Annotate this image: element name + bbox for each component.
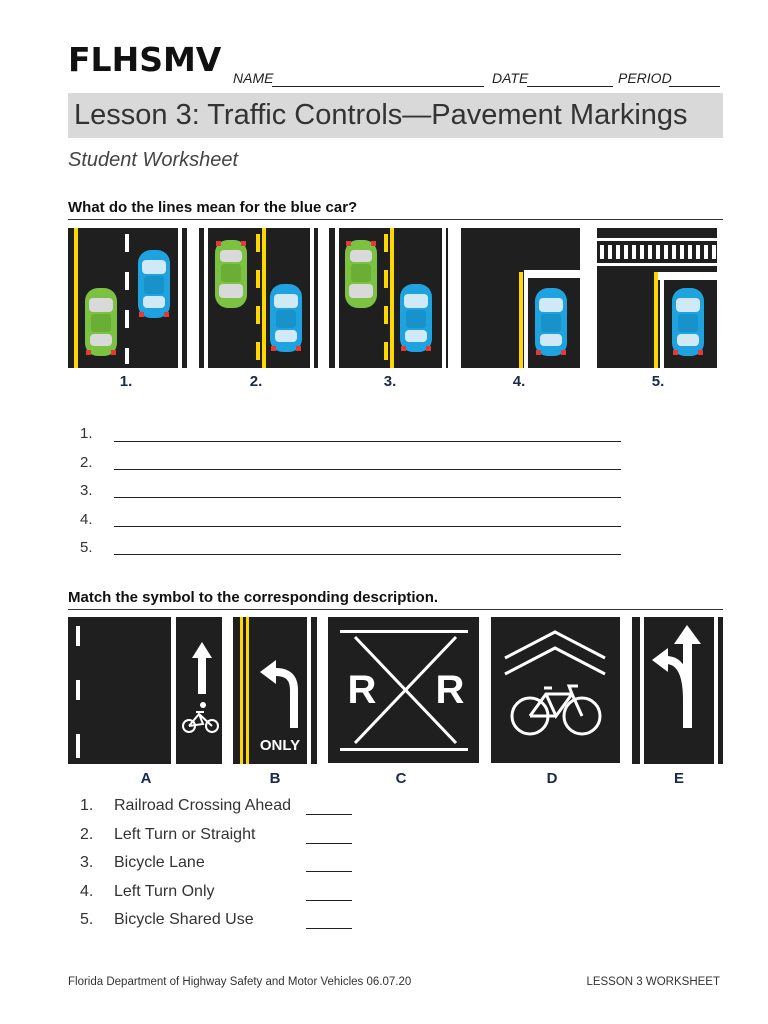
answer-number-5: 5. — [80, 539, 93, 556]
match-number-2: 2. — [80, 826, 94, 843]
match-item-3: Bicycle Lane — [114, 854, 205, 871]
only-sign-text: ONLY — [259, 737, 301, 754]
section2-question: Match the symbol to the corresponding description. — [68, 589, 439, 606]
match-answer-4[interactable] — [306, 900, 352, 901]
answer-number-4: 4. — [80, 511, 93, 528]
match-answer-5[interactable] — [306, 928, 352, 929]
rr-letter-left: R — [347, 668, 377, 712]
page-subtitle: Student Worksheet — [68, 149, 239, 171]
answer-number-1: 1. — [80, 425, 93, 442]
figure-label-1: 1. — [119, 373, 133, 390]
match-answer-1[interactable] — [306, 814, 352, 815]
symbol-label-a: A — [140, 770, 152, 787]
figure-label-3: 3. — [383, 373, 397, 390]
match-item-5: Bicycle Shared Use — [114, 911, 254, 928]
match-answer-2[interactable] — [306, 843, 352, 844]
answer-number-3: 3. — [80, 482, 93, 499]
symbol-figure-c — [328, 617, 479, 763]
match-number-5: 5. — [80, 911, 94, 928]
footer-left: Florida Department of Highway Safety and Motor Vehicles 06.07.20 — [68, 976, 412, 988]
footer-right: LESSON 3 WORKSHEET — [586, 976, 720, 988]
symbol-label-e: E — [673, 770, 684, 787]
symbol-figure-e — [632, 617, 723, 764]
symbol-figure-d — [491, 617, 620, 763]
match-item-4: Left Turn Only — [114, 883, 215, 900]
answer-number-2: 2. — [80, 454, 93, 471]
period-label: PERIOD — [618, 70, 672, 86]
symbol-figure-b — [233, 617, 317, 764]
flhsmv-logo: FLHSMV — [68, 40, 222, 79]
symbol-label-d: D — [546, 770, 558, 787]
date-label: DATE — [492, 70, 529, 86]
name-label: NAME — [233, 70, 274, 86]
section1-question: What do the lines mean for the blue car? — [68, 199, 358, 216]
page-title: Lesson 3: Traffic Controls—Pavement Markings — [74, 99, 688, 131]
match-number-3: 3. — [80, 854, 94, 871]
match-answer-3[interactable] — [306, 871, 352, 872]
figure-label-2: 2. — [249, 373, 263, 390]
figure-label-5: 5. — [651, 373, 665, 390]
symbol-label-c: C — [395, 770, 407, 787]
match-item-1: Railroad Crossing Ahead — [114, 797, 291, 814]
symbol-figure-a — [68, 617, 222, 764]
rr-letter-right: R — [435, 668, 465, 712]
match-number-4: 4. — [80, 883, 94, 900]
match-number-1: 1. — [80, 797, 94, 814]
symbol-label-b: B — [269, 770, 281, 787]
match-item-2: Left Turn or Straight — [114, 826, 256, 843]
figure-label-4: 4. — [512, 373, 526, 390]
